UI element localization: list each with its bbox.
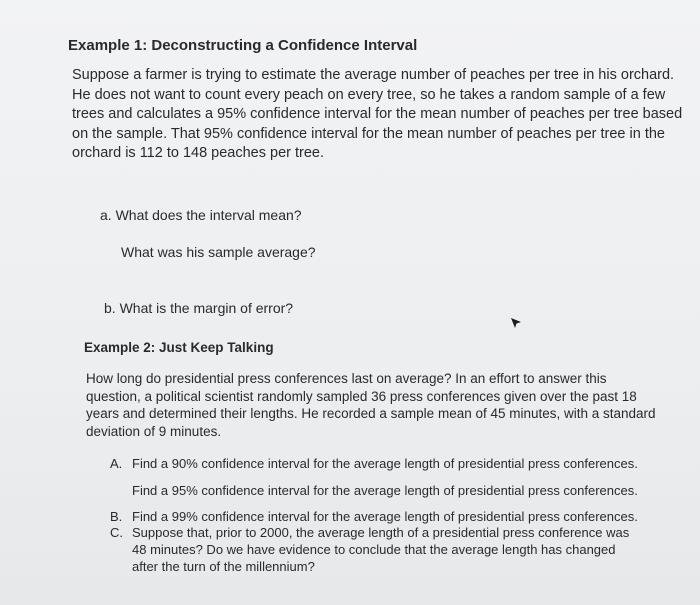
item-text: Suppose that, prior to 2000, the average length of a presidential press conference was — [132, 525, 630, 540]
example2-paragraph — [86, 370, 666, 440]
item-label: A. — [110, 456, 123, 471]
example1-line: trees and calculates a 95% confidence interval for the mean number of peaches per tree based — [72, 106, 683, 122]
example1-paragraph — [72, 66, 683, 164]
item-text: Find a 90% confidence interval for the average length of presidential press conferences. — [132, 456, 638, 471]
example1-line: on the sample. That 95% confidence interval for the mean number of peaches per tree in the — [72, 125, 665, 142]
item-label: C. — [110, 525, 123, 540]
example2-title: Example 2: Just Keep Talking — [84, 340, 274, 355]
question-b: b. What is the margin of error? — [104, 300, 294, 316]
list-item-c — [110, 524, 629, 575]
item-label: B. — [110, 509, 123, 524]
example1-title: Example 1: Deconstructing a Confidence Interval — [68, 37, 418, 54]
item-text: after the turn of the millennium? — [132, 559, 315, 574]
item-text: Find a 95% confidence interval for the average length of presidential press conferences. — [132, 483, 638, 498]
example2-line: deviation of 9 minutes. — [86, 423, 222, 439]
mouse-cursor-icon — [510, 317, 522, 329]
example2-line: question, a political scientist randomly sampled 36 press conferences given over the past 18 — [86, 388, 637, 404]
item-text: Find a 99% confidence interval for the average length of presidential press conferences. — [132, 509, 638, 524]
question-a: a. What does the interval mean? — [100, 207, 302, 223]
example1-line: Suppose a farmer is trying to estimate the average number of peaches per tree in his orchard. — [72, 67, 675, 83]
question-a-sub: What was his sample average? — [121, 244, 316, 260]
list-item-a-continued — [132, 482, 638, 499]
list-item-b — [110, 508, 638, 525]
example2-line: How long do presidential press conferences last on average? In an effort to answer this — [86, 371, 607, 386]
item-text: 48 minutes? Do we have evidence to conclude that the average length has changed — [132, 542, 616, 557]
example2-line: years and determined their lengths. He recorded a sample mean of 45 minutes, with a standard — [86, 406, 656, 421]
example1-line: He does not want to count every peach on every tree, so he takes a random sample of a few — [72, 86, 666, 103]
list-item-a — [110, 455, 638, 472]
example1-line: orchard is 112 to 148 peaches per tree. — [72, 145, 325, 161]
